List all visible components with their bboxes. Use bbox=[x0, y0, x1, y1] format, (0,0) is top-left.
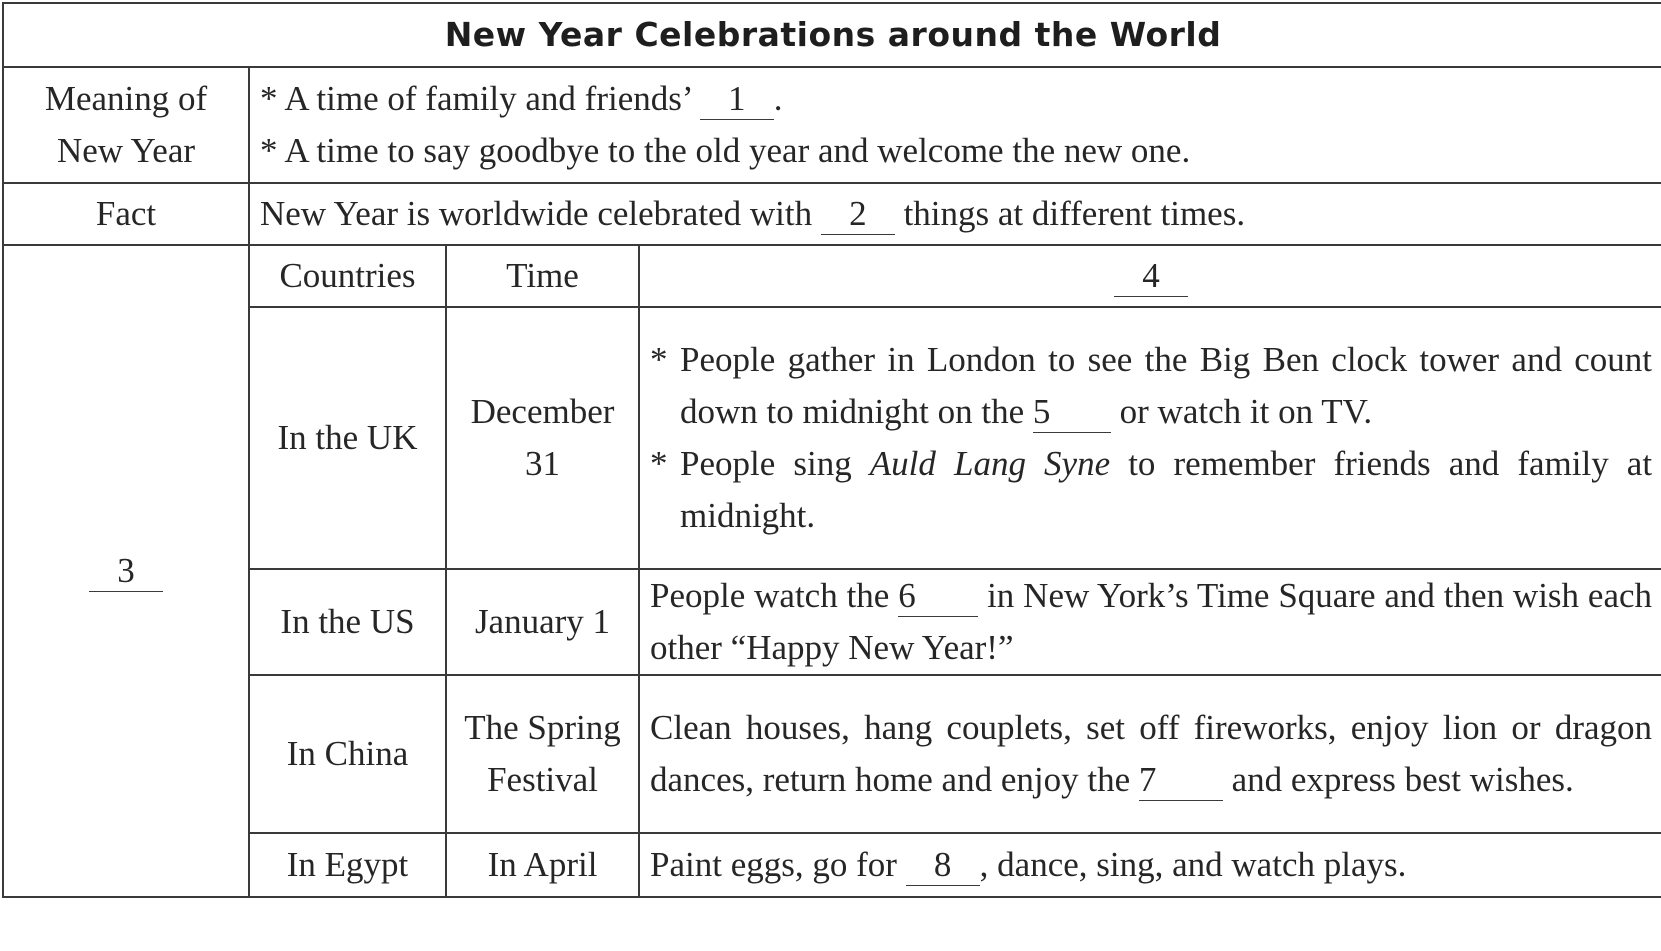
egypt-before: Paint eggs, go for bbox=[650, 845, 897, 884]
country-cell: In the UK bbox=[249, 307, 446, 569]
time-line2: Festival bbox=[487, 760, 598, 799]
column-header-time: Time bbox=[446, 245, 639, 307]
time-line2: 31 bbox=[525, 444, 560, 483]
us-after: in New York’s Time Square and then wish each other “Happy New Year!” bbox=[650, 576, 1653, 667]
meaning-item-1-after: . bbox=[773, 79, 783, 118]
meaning-item-2 bbox=[260, 125, 1652, 177]
fact-after: things at different times. bbox=[903, 194, 1246, 233]
blank-5[interactable]: 5 bbox=[1033, 392, 1111, 433]
time-cell bbox=[446, 675, 639, 833]
china-after: and express best wishes. bbox=[1231, 760, 1574, 799]
song-title: Auld Lang Syne bbox=[869, 444, 1111, 483]
title-row bbox=[3, 3, 1661, 67]
egypt-after: , dance, sing, and watch plays. bbox=[979, 845, 1407, 884]
blank-3[interactable]: 3 bbox=[89, 551, 163, 592]
celebrations-table bbox=[2, 2, 1661, 898]
uk-bullet-2-before: People sing bbox=[680, 444, 852, 483]
blank-7[interactable]: 7 bbox=[1139, 760, 1223, 801]
meaning-content bbox=[249, 67, 1661, 183]
time-line1: December bbox=[470, 392, 615, 431]
uk-bullet-1-part1: People gather in London to see the Big Ben clock tower and count down to midnight on the bbox=[680, 340, 1653, 431]
table-title: New Year Celebrations around the World bbox=[3, 3, 1661, 67]
activity-cell bbox=[639, 833, 1661, 897]
meaning-item-2-text: A time to say goodbye to the old year and welcome the new one. bbox=[284, 131, 1191, 170]
fact-row bbox=[3, 183, 1661, 245]
country-cell: In the US bbox=[249, 569, 446, 675]
uk-bullet-1-part2: or watch it on TV. bbox=[1119, 392, 1373, 431]
table-row-china bbox=[3, 675, 1661, 833]
bullet-star: * bbox=[260, 79, 278, 118]
country-cell: In Egypt bbox=[249, 833, 446, 897]
activity-cell bbox=[639, 569, 1661, 675]
fact-before: New Year is worldwide celebrated with bbox=[260, 194, 813, 233]
meaning-label-line1: Meaning of bbox=[44, 79, 208, 118]
blank-2[interactable]: 2 bbox=[821, 194, 895, 235]
china-before: Clean houses, hang couplets, set off fireworks, enjoy lion or dragon dances, return home and enjoy the bbox=[650, 708, 1653, 799]
uk-bullet-2-after: to remember friends and family at midnight. bbox=[680, 444, 1653, 535]
fact-content bbox=[249, 183, 1661, 245]
time-cell: January 1 bbox=[446, 569, 639, 675]
activity-cell bbox=[639, 675, 1661, 833]
table-row-uk bbox=[3, 307, 1661, 569]
meaning-label-line2: New Year bbox=[56, 131, 196, 170]
uk-bullet-1 bbox=[650, 334, 1652, 438]
meaning-row bbox=[3, 67, 1661, 183]
table-row-egypt bbox=[3, 833, 1661, 897]
columns-header-row bbox=[3, 245, 1661, 307]
country-cell: In China bbox=[249, 675, 446, 833]
us-before: People watch the bbox=[650, 576, 890, 615]
meaning-item-1 bbox=[260, 73, 1652, 125]
section-label bbox=[3, 245, 249, 897]
fact-label: Fact bbox=[3, 183, 249, 245]
column-header-activities bbox=[639, 245, 1661, 307]
table-row-us bbox=[3, 569, 1661, 675]
blank-4[interactable]: 4 bbox=[1114, 256, 1188, 297]
blank-1[interactable]: 1 bbox=[700, 79, 774, 120]
bullet-star: * bbox=[650, 340, 668, 379]
column-header-countries: Countries bbox=[249, 245, 446, 307]
time-cell bbox=[446, 307, 639, 569]
bullet-star: * bbox=[260, 131, 278, 170]
meaning-item-1-before: A time of family and friends’ bbox=[284, 79, 691, 118]
activity-cell bbox=[639, 307, 1661, 569]
bullet-star: * bbox=[650, 444, 668, 483]
uk-bullet-2 bbox=[650, 438, 1652, 542]
blank-6[interactable]: 6 bbox=[898, 576, 978, 617]
blank-8[interactable]: 8 bbox=[906, 845, 980, 886]
time-cell: In April bbox=[446, 833, 639, 897]
time-line1: The Spring bbox=[464, 708, 621, 747]
meaning-label bbox=[3, 67, 249, 183]
